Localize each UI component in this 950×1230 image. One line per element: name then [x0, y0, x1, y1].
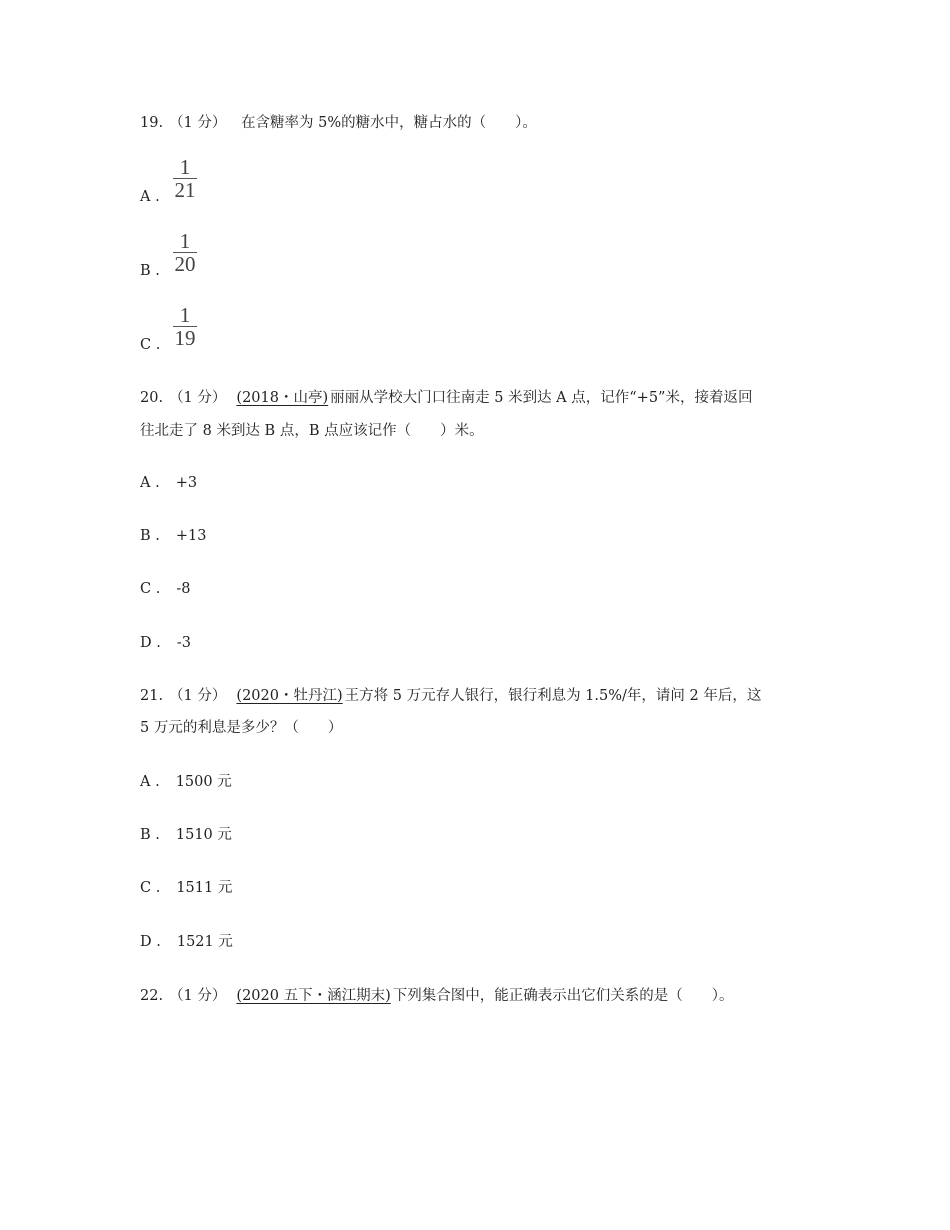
question-20-option-a[interactable] — [140, 473, 197, 493]
question-number: 20. — [140, 390, 164, 406]
question-number: 21. — [140, 688, 164, 704]
question-text: 下列集合图中，能正确表示出它们关系的是（ ）。 — [392, 988, 734, 1004]
question-20-option-c[interactable] — [140, 579, 190, 599]
option-value: 1521 元 — [176, 934, 233, 950]
question-20-option-b[interactable] — [140, 526, 206, 546]
option-value: +3 — [175, 475, 198, 491]
question-source-link[interactable]: (2020・牡丹江) — [236, 688, 343, 704]
question-19-option-c[interactable] — [140, 305, 260, 355]
option-value: 1511 元 — [176, 880, 233, 896]
fraction-denominator: 21 — [174, 178, 196, 202]
option-value: +13 — [175, 528, 207, 544]
question-22-stem — [140, 986, 733, 1006]
question-21-stem-line-2: 5 万元的利息是多少？（ ） — [140, 720, 343, 736]
option-value: -8 — [176, 581, 191, 597]
question-text: 王方将 5 万元存人银行，银行利息为 1.5%/年，请问 2 年后，这 — [344, 688, 762, 704]
fraction-option-value — [173, 157, 197, 200]
option-letter: B . — [140, 263, 160, 279]
option-value: -3 — [176, 635, 191, 651]
question-19-option-b[interactable] — [140, 231, 260, 281]
question-text: 丽丽从学校大门口往南走 5 米到达 A 点，记作“+5”米，接着返回 — [330, 390, 753, 406]
question-20-option-d[interactable] — [140, 633, 191, 653]
question-19-option-a[interactable] — [140, 157, 260, 207]
fraction-option-value — [173, 231, 197, 274]
option-letter: D . — [140, 635, 161, 651]
fraction-numerator: 1 — [179, 229, 191, 253]
option-letter: A . — [140, 774, 160, 790]
option-letter: A . — [140, 189, 160, 205]
question-text: 在含糖率为 5%的糖水中，糖占水的（ ）。 — [236, 115, 537, 131]
question-21-option-a[interactable] — [140, 772, 232, 792]
option-value: 1510 元 — [175, 827, 232, 843]
question-19-stem — [140, 113, 537, 133]
fraction-option-value — [173, 305, 197, 348]
question-20-stem-line-1 — [140, 388, 752, 408]
question-score: （1 分） — [169, 390, 227, 406]
question-20-stem-line-2: 往北走了 8 米到达 B 点，B 点应该记作（ ）米。 — [140, 423, 484, 439]
option-letter: D . — [140, 934, 161, 950]
question-number: 19. — [140, 115, 164, 131]
question-source-link[interactable]: (2018・山亭) — [236, 390, 329, 406]
option-value: 1500 元 — [175, 774, 232, 790]
fraction-denominator: 20 — [174, 252, 196, 276]
option-letter: C . — [140, 581, 161, 597]
question-score: （1 分） — [169, 688, 227, 704]
question-21-option-d[interactable] — [140, 932, 233, 952]
fraction-numerator: 1 — [179, 303, 191, 327]
option-letter: B . — [140, 528, 160, 544]
option-letter: C . — [140, 880, 161, 896]
option-letter: A . — [140, 475, 160, 491]
question-score: （1 分） — [169, 115, 227, 131]
question-source-link[interactable]: (2020 五下・涵江期末) — [236, 988, 391, 1004]
option-letter: B . — [140, 827, 160, 843]
question-21-option-c[interactable] — [140, 878, 232, 898]
question-score: （1 分） — [169, 988, 227, 1004]
fraction-numerator: 1 — [179, 155, 191, 179]
option-letter: C . — [140, 337, 161, 353]
fraction-denominator: 19 — [174, 326, 196, 350]
question-21-stem-line-1 — [140, 686, 761, 706]
question-number: 22. — [140, 988, 164, 1004]
question-21-option-b[interactable] — [140, 825, 232, 845]
